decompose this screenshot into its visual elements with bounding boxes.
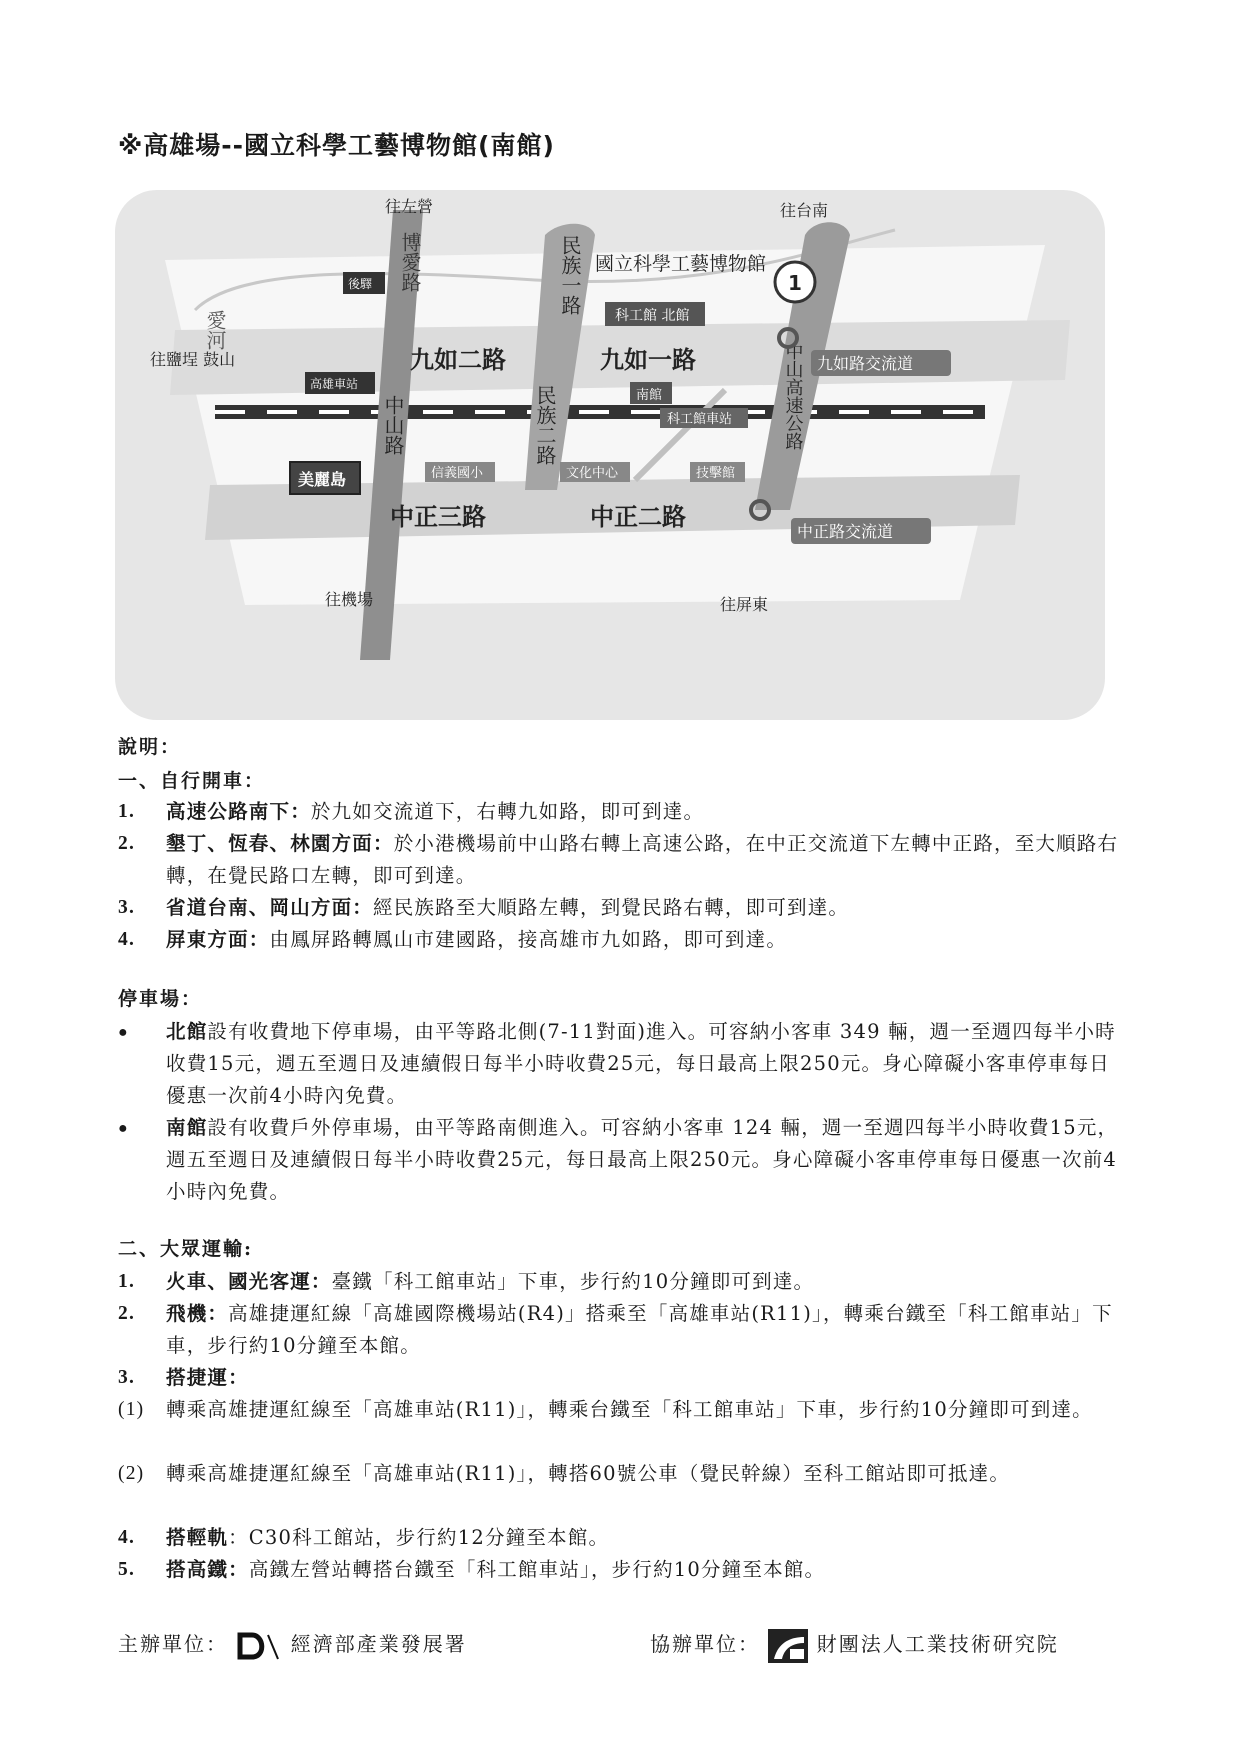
list-item xyxy=(118,924,1128,956)
list-item xyxy=(118,892,1128,924)
item-number: 4. xyxy=(118,929,136,950)
item-number: 5. xyxy=(118,1559,136,1580)
itri-logo-icon xyxy=(768,1629,808,1663)
parking-title: 停車場： xyxy=(118,988,203,1010)
page-title: ※高雄場--國立科學工藝博物館(南館) xyxy=(118,131,555,160)
label-boai-rd: 博愛路 xyxy=(398,232,422,292)
item-lead: 搭捷運： xyxy=(166,1366,249,1389)
label-museum: 國立科學工藝博物館 xyxy=(595,253,767,275)
notes-label: 說明： xyxy=(118,736,182,758)
label-zhongzheng2-rd: 中正二路 xyxy=(590,503,686,531)
item-lead: 高速公路南下： xyxy=(166,800,311,823)
list-item xyxy=(118,1362,1128,1394)
label-formosa: 美麗島 xyxy=(298,470,347,489)
co-organizer-label: 協辦單位： xyxy=(650,1632,760,1656)
item-number: (1) xyxy=(118,1399,145,1420)
label-love-river: 愛河 xyxy=(203,310,227,350)
list-item xyxy=(118,1266,1128,1298)
section2-title: 二、大眾運輸: xyxy=(118,1238,254,1260)
label-to-zuoying: 往左營 xyxy=(385,197,434,216)
item-number: (2) xyxy=(118,1463,145,1484)
item-text: 於小港機場前中山路右轉上高速公路，在中正交流道下左轉中正路，至大順路右轉，在覺民路口左轉，即可到達。 xyxy=(166,832,1119,887)
label-freeway: 中山高速公路 xyxy=(782,342,804,450)
label-zhongzheng-interchange: 中正路交流道 xyxy=(797,522,894,541)
label-station: 科工館車站 xyxy=(667,412,733,427)
organizer xyxy=(118,1628,467,1661)
label-minzu1-rd: 民族一路 xyxy=(558,235,582,315)
list-item xyxy=(118,1458,1128,1490)
item-lead: 火車、國光客運： xyxy=(166,1270,332,1293)
item-text: 由鳳屏路轉鳳山市建國路，接高雄市九如路，即可到達。 xyxy=(269,928,788,951)
label-minzu2-rd: 民族二路 xyxy=(533,385,557,465)
section1-title: 一、自行開車： xyxy=(118,770,266,792)
item-text: 經民族路至大順路左轉，到覺民路右轉，即可到達。 xyxy=(373,896,850,919)
item-text: 高雄捷運紅線「高雄國際機場站(R4)」搭乘至「高雄車站(R11)」，轉乘台鐵至「科工館車站」下車，步行約10分鐘至本館。 xyxy=(166,1302,1113,1357)
item-number: 2. xyxy=(118,833,136,854)
item-lead: 墾丁、恆春、林園方面： xyxy=(166,832,394,855)
label-zhongzheng3-rd: 中正三路 xyxy=(390,503,486,531)
co-organizer xyxy=(650,1628,1059,1663)
item-text: 臺鐵「科工館車站」下車，步行約10分鐘即可到達。 xyxy=(331,1270,815,1293)
item-lead: 搭高鐵： xyxy=(166,1558,249,1581)
list-item xyxy=(118,1298,1128,1362)
item-lead: 省道台南、岡山方面： xyxy=(166,896,374,919)
marker-number: 1 xyxy=(788,271,802,295)
co-organizer-name: 財團法人工業技術研究院 xyxy=(816,1632,1059,1656)
list-item xyxy=(118,1554,1128,1586)
label-to-gushan: 往鹽埕 鼓山 xyxy=(150,350,236,369)
list-item xyxy=(118,1112,1128,1208)
item-text: 設有收費地下停車場，由平等路北側(7-11對面)進入。可容納小客車 349 輛，週一至週四每半小時收費15元，週五至週日及連續假日每半小時收費25元，每日最高上限250元。身心障礙小客車停車每日優惠一次前4小時內免費。 xyxy=(166,1020,1116,1107)
item-number: 3. xyxy=(118,1367,136,1388)
label-to-pingtung: 往屏東 xyxy=(720,595,769,614)
organizer-name: 經濟部產業發展署 xyxy=(290,1632,467,1656)
label-south-hall: 南館 xyxy=(636,388,663,403)
item-number: 1. xyxy=(118,801,136,822)
label-to-airport: 往機場 xyxy=(325,590,374,609)
list-item xyxy=(118,796,1128,828)
item-text: 於九如交流道下，右轉九如路，即可到達。 xyxy=(310,800,705,823)
item-text: 高鐵左營站轉搭台鐵至「科工館車站」，步行約10分鐘至本館。 xyxy=(248,1558,826,1581)
item-text: 設有收費戶外停車場，由平等路南側進入。可容納小客車 124 輛，週一至週四每半小時收費15元，週五至週日及連續假日每半小時收費25元，每日最高上限250元。身心障礙小客車停車每日優惠一次前4小時內免費。 xyxy=(166,1116,1119,1203)
organizer-logo-icon xyxy=(236,1631,282,1661)
map-block xyxy=(165,245,1045,605)
label-houyi: 後驛 xyxy=(348,277,373,291)
item-number: 3. xyxy=(118,897,136,918)
list-item xyxy=(118,1394,1128,1426)
label-tech-building: 技擊館 xyxy=(696,466,736,481)
item-lead: 南館 xyxy=(166,1116,208,1139)
item-number: 2. xyxy=(118,1303,136,1324)
item-lead: 搭輕軌 xyxy=(166,1526,229,1549)
list-item xyxy=(118,1016,1128,1112)
bullet-icon: ● xyxy=(118,1120,129,1137)
label-culture-center: 文化中心 xyxy=(566,466,619,481)
list-item xyxy=(118,828,1128,892)
label-xinyi-school: 信義國小 xyxy=(431,466,484,481)
label-kaohsiung-station: 高雄車站 xyxy=(310,377,359,391)
item-lead: 屏東方面： xyxy=(166,928,270,951)
item-text: ：C30科工館站，步行約12分鐘至本館。 xyxy=(228,1526,610,1549)
label-jiuru2-rd: 九如二路 xyxy=(410,346,506,374)
item-number: 1. xyxy=(118,1271,136,1292)
label-jiuru-interchange: 九如路交流道 xyxy=(817,354,914,373)
label-jiuru1-rd: 九如一路 xyxy=(600,346,696,374)
item-text: 轉乘高雄捷運紅線至「高雄車站(R11)」，轉乘台鐵至「科工館車站」下車，步行約10分鐘即可到達。 xyxy=(166,1398,1093,1421)
location-map xyxy=(115,190,1105,720)
item-lead: 北館 xyxy=(166,1020,208,1043)
label-to-tainan: 往台南 xyxy=(780,201,829,220)
item-text: 轉乘高雄捷運紅線至「高雄車站(R11)」，轉搭60號公車（覺民幹線）至科工館站即可抵達。 xyxy=(166,1462,1011,1485)
item-lead: 飛機： xyxy=(166,1302,229,1325)
label-zhongshan-rd: 中山路 xyxy=(381,395,405,455)
label-north-hall: 科工館 北館 xyxy=(615,308,690,324)
organizer-label: 主辦單位： xyxy=(118,1632,228,1656)
item-number: 4. xyxy=(118,1527,136,1548)
bullet-icon: ● xyxy=(118,1024,129,1041)
list-item xyxy=(118,1522,1128,1554)
